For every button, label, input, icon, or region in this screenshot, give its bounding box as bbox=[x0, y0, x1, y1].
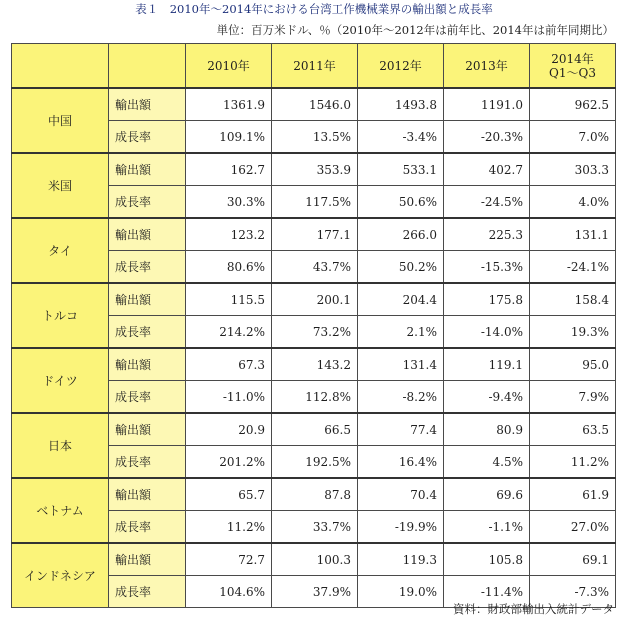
value-cell: 87.8 bbox=[272, 478, 358, 511]
table-row bbox=[12, 543, 616, 576]
metric-label: 成長率 bbox=[109, 251, 186, 284]
header-year-2012: 2012年 bbox=[358, 44, 444, 89]
value-cell: 100.3 bbox=[272, 543, 358, 576]
source-note: 資料：財政部輸出入統計データ bbox=[453, 602, 614, 616]
table-row bbox=[12, 413, 616, 446]
value-cell: 63.5 bbox=[530, 413, 616, 446]
metric-label: 輸出額 bbox=[109, 543, 186, 576]
value-cell: 353.9 bbox=[272, 153, 358, 186]
value-cell: 7.9% bbox=[530, 381, 616, 414]
value-cell: 30.3% bbox=[186, 186, 272, 219]
metric-label: 輸出額 bbox=[109, 218, 186, 251]
value-cell: -15.3% bbox=[444, 251, 530, 284]
value-cell: 214.2% bbox=[186, 316, 272, 349]
value-cell: 119.3 bbox=[358, 543, 444, 576]
metric-label: 成長率 bbox=[109, 186, 186, 219]
metric-label: 輸出額 bbox=[109, 88, 186, 121]
value-cell: 65.7 bbox=[186, 478, 272, 511]
value-cell: 143.2 bbox=[272, 348, 358, 381]
value-cell: 177.1 bbox=[272, 218, 358, 251]
table-row bbox=[12, 348, 616, 381]
value-cell: 19.3% bbox=[530, 316, 616, 349]
metric-label: 成長率 bbox=[109, 316, 186, 349]
metric-label: 成長率 bbox=[109, 576, 186, 608]
table-row bbox=[12, 478, 616, 511]
value-cell: 192.5% bbox=[272, 446, 358, 479]
header-corner-cell bbox=[12, 44, 109, 89]
value-cell: 117.5% bbox=[272, 186, 358, 219]
value-cell: 61.9 bbox=[530, 478, 616, 511]
value-cell: 16.4% bbox=[358, 446, 444, 479]
value-cell: 80.9 bbox=[444, 413, 530, 446]
table-row bbox=[12, 88, 616, 121]
value-cell: 109.1% bbox=[186, 121, 272, 154]
country-cell: 日本 bbox=[12, 413, 109, 478]
value-cell: 20.9 bbox=[186, 413, 272, 446]
value-cell: 43.7% bbox=[272, 251, 358, 284]
value-cell: 115.5 bbox=[186, 283, 272, 316]
value-cell: -1.1% bbox=[444, 511, 530, 544]
value-cell: 70.4 bbox=[358, 478, 444, 511]
value-cell: -14.0% bbox=[444, 316, 530, 349]
value-cell: 69.1 bbox=[530, 543, 616, 576]
value-cell: -20.3% bbox=[444, 121, 530, 154]
metric-label: 成長率 bbox=[109, 511, 186, 544]
value-cell: 19.0% bbox=[358, 576, 444, 608]
header-year-2014-label: 2014年 bbox=[551, 51, 594, 66]
value-cell: 131.1 bbox=[530, 218, 616, 251]
value-cell: -7.3% bbox=[530, 576, 616, 608]
table-row bbox=[12, 153, 616, 186]
country-cell: インドネシア bbox=[12, 543, 109, 608]
value-cell: -9.4% bbox=[444, 381, 530, 414]
value-cell: -11.4% bbox=[444, 576, 530, 608]
value-cell: 119.1 bbox=[444, 348, 530, 381]
value-cell: 1493.8 bbox=[358, 88, 444, 121]
value-cell: 33.7% bbox=[272, 511, 358, 544]
value-cell: 27.0% bbox=[530, 511, 616, 544]
value-cell: -3.4% bbox=[358, 121, 444, 154]
value-cell: 266.0 bbox=[358, 218, 444, 251]
value-cell: 533.1 bbox=[358, 153, 444, 186]
value-cell: 80.6% bbox=[186, 251, 272, 284]
header-row bbox=[12, 44, 616, 89]
value-cell: 175.8 bbox=[444, 283, 530, 316]
table-row bbox=[12, 218, 616, 251]
header-year-2010: 2010年 bbox=[186, 44, 272, 89]
value-cell: 73.2% bbox=[272, 316, 358, 349]
unit-note: 単位：百万米ドル、％（2010年〜2012年は前年比、2014年は前年同期比） bbox=[216, 23, 614, 37]
value-cell: -8.2% bbox=[358, 381, 444, 414]
value-cell: 303.3 bbox=[530, 153, 616, 186]
table-body bbox=[12, 88, 616, 608]
country-cell: ベトナム bbox=[12, 478, 109, 543]
value-cell: 66.5 bbox=[272, 413, 358, 446]
value-cell: -11.0% bbox=[186, 381, 272, 414]
header-metric-cell bbox=[109, 44, 186, 89]
metric-label: 輸出額 bbox=[109, 478, 186, 511]
value-cell: 4.5% bbox=[444, 446, 530, 479]
value-cell: 131.4 bbox=[358, 348, 444, 381]
value-cell: 1361.9 bbox=[186, 88, 272, 121]
value-cell: 2.1% bbox=[358, 316, 444, 349]
metric-label: 輸出額 bbox=[109, 153, 186, 186]
value-cell: 4.0% bbox=[530, 186, 616, 219]
metric-label: 輸出額 bbox=[109, 283, 186, 316]
country-cell: トルコ bbox=[12, 283, 109, 348]
value-cell: 204.4 bbox=[358, 283, 444, 316]
country-cell: 中国 bbox=[12, 88, 109, 153]
metric-label: 成長率 bbox=[109, 446, 186, 479]
value-cell: 67.3 bbox=[186, 348, 272, 381]
value-cell: 123.2 bbox=[186, 218, 272, 251]
value-cell: -19.9% bbox=[358, 511, 444, 544]
value-cell: 104.6% bbox=[186, 576, 272, 608]
value-cell: 162.7 bbox=[186, 153, 272, 186]
value-cell: 962.5 bbox=[530, 88, 616, 121]
metric-label: 輸出額 bbox=[109, 413, 186, 446]
value-cell: 402.7 bbox=[444, 153, 530, 186]
value-cell: 201.2% bbox=[186, 446, 272, 479]
metric-label: 輸出額 bbox=[109, 348, 186, 381]
country-cell: 米国 bbox=[12, 153, 109, 218]
value-cell: 95.0 bbox=[530, 348, 616, 381]
country-cell: ドイツ bbox=[12, 348, 109, 413]
value-cell: 50.6% bbox=[358, 186, 444, 219]
header-year-2014 bbox=[530, 44, 616, 89]
metric-label: 成長率 bbox=[109, 381, 186, 414]
value-cell: 1191.0 bbox=[444, 88, 530, 121]
value-cell: 200.1 bbox=[272, 283, 358, 316]
header-year-2013: 2013年 bbox=[444, 44, 530, 89]
table-caption: 表１ 2010年〜2014年における台湾工作機械業界の輸出額と成長率 bbox=[135, 2, 493, 16]
value-cell: 37.9% bbox=[272, 576, 358, 608]
value-cell: 77.4 bbox=[358, 413, 444, 446]
export-table bbox=[11, 43, 616, 608]
value-cell: 158.4 bbox=[530, 283, 616, 316]
country-cell: タイ bbox=[12, 218, 109, 283]
value-cell: 7.0% bbox=[530, 121, 616, 154]
value-cell: 72.7 bbox=[186, 543, 272, 576]
value-cell: 13.5% bbox=[272, 121, 358, 154]
value-cell: 11.2% bbox=[186, 511, 272, 544]
value-cell: 69.6 bbox=[444, 478, 530, 511]
header-year-2014-period: Q1〜Q3 bbox=[549, 65, 596, 80]
metric-label: 成長率 bbox=[109, 121, 186, 154]
header-year-2011: 2011年 bbox=[272, 44, 358, 89]
value-cell: 11.2% bbox=[530, 446, 616, 479]
value-cell: -24.5% bbox=[444, 186, 530, 219]
value-cell: 225.3 bbox=[444, 218, 530, 251]
value-cell: 50.2% bbox=[358, 251, 444, 284]
value-cell: 112.8% bbox=[272, 381, 358, 414]
value-cell: 105.8 bbox=[444, 543, 530, 576]
value-cell: -24.1% bbox=[530, 251, 616, 284]
table-row bbox=[12, 283, 616, 316]
value-cell: 1546.0 bbox=[272, 88, 358, 121]
